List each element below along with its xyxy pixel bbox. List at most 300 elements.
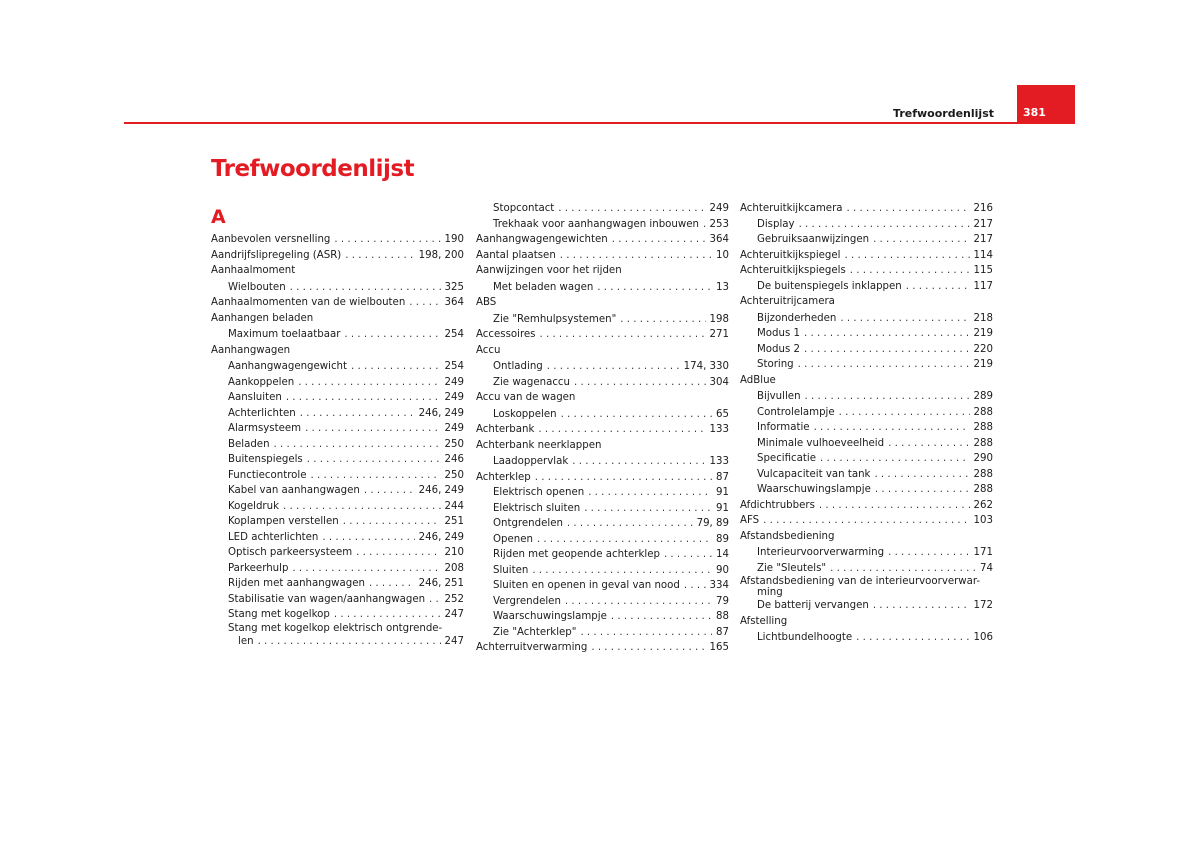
entry-term: Display [757, 218, 795, 230]
entry-term: Aanhaalmomenten van de wielbouten [211, 297, 406, 308]
entry-term: Aanhangwagengewicht [228, 361, 348, 372]
entry-page-ref[interactable]: 271 [709, 329, 729, 340]
entry-page-ref[interactable]: 244 [444, 500, 464, 512]
index-subentry[interactable] [211, 359, 464, 375]
dot-leader [547, 359, 680, 375]
entry-term: Zie wagenaccu [493, 376, 570, 388]
index-subentry[interactable] [476, 594, 729, 610]
index-subentry[interactable] [211, 280, 464, 296]
index-subentry[interactable] [740, 405, 993, 421]
entry-page-ref[interactable]: 246, 249 [418, 407, 464, 419]
entry-term: Controlelampje [757, 406, 835, 418]
entry-page-ref[interactable]: 90 [716, 564, 729, 576]
index-entry[interactable] [740, 201, 993, 217]
index-entry-line: Afstandsbediening van de interieurvoorverwar- [740, 576, 981, 587]
entry-term: Met beladen wagen [493, 281, 594, 293]
index-subentry[interactable] [211, 452, 464, 468]
index-letter: A [211, 206, 226, 228]
index-subentry[interactable] [476, 547, 729, 563]
dot-leader [856, 630, 969, 646]
entry-term: Modus 2 [757, 343, 800, 355]
entry-page-ref[interactable]: 289 [973, 391, 993, 402]
entry-term: Afdichtrubbers [740, 499, 815, 511]
entry-page-ref[interactable]: 288 [973, 468, 993, 480]
index-entry[interactable] [211, 634, 464, 650]
entry-term: Alarmsysteem [228, 423, 302, 434]
dot-leader [888, 436, 969, 452]
entry-term: Gebruiksaanwijzingen [757, 234, 870, 245]
dot-leader [684, 578, 706, 594]
entry-term: Maximum toelaatbaar [228, 329, 341, 340]
entry-page-ref[interactable]: 65 [716, 408, 729, 420]
index-subentry[interactable] [476, 578, 729, 594]
entry-term: Kogeldruk [228, 500, 279, 512]
dot-leader [830, 561, 976, 577]
index-subentry[interactable] [211, 327, 464, 343]
index-subentry[interactable] [740, 342, 993, 358]
index-column-1 [211, 204, 464, 649]
entry-term: Achteruitkijkcamera [740, 203, 843, 214]
entry-page-ref[interactable]: 89 [716, 533, 729, 545]
entry-page-ref[interactable]: 246 [444, 454, 464, 465]
dot-leader [560, 248, 712, 264]
entry-term: Lichtbundelhoogte [757, 632, 853, 643]
dot-leader [620, 312, 705, 328]
dot-leader [561, 407, 712, 423]
index-subentry[interactable] [211, 545, 464, 561]
entry-term: Elektrisch sluiten [493, 502, 581, 514]
index-subentry[interactable] [740, 279, 993, 295]
entry-page-ref[interactable]: 216 [973, 203, 993, 214]
entry-page-ref[interactable]: 171 [973, 547, 993, 558]
index-heading: Aanhangwagen [211, 344, 291, 356]
index-heading: Accu [476, 344, 501, 356]
index-subentry[interactable] [740, 451, 993, 467]
entry-page-ref[interactable]: 87 [716, 626, 729, 638]
page-number-box [1017, 85, 1075, 123]
entry-page-ref[interactable]: 290 [973, 453, 993, 464]
entry-term: Rijden met geopende achterklep [493, 549, 660, 560]
dot-leader [345, 248, 414, 264]
dot-leader [334, 607, 441, 623]
entry-page-ref[interactable]: 14 [716, 549, 729, 560]
dot-leader [305, 421, 440, 437]
index-subentry[interactable] [740, 482, 993, 498]
entry-term: Bijvullen [757, 391, 801, 402]
dot-leader [300, 406, 415, 422]
dot-leader [344, 327, 440, 343]
dot-leader [572, 454, 705, 470]
entry-term: Informatie [757, 422, 810, 433]
index-subentry[interactable] [211, 499, 464, 515]
index-subentry[interactable] [740, 217, 993, 233]
index-subentry[interactable] [740, 598, 993, 614]
index-subentry[interactable] [740, 389, 993, 405]
dot-leader [591, 640, 705, 656]
entry-page-ref[interactable]: 198, 200 [418, 249, 464, 261]
dot-leader [292, 561, 440, 577]
dot-leader [703, 217, 706, 233]
entry-term: Storing [757, 359, 794, 370]
dot-leader [588, 485, 712, 501]
index-subentry[interactable] [740, 561, 993, 577]
dot-leader [558, 201, 705, 217]
entry-page-ref[interactable]: 114 [973, 249, 993, 261]
entry-term: Achteruitkijkspiegel [740, 249, 841, 261]
index-subentry[interactable] [740, 436, 993, 452]
entry-page-ref[interactable]: 91 [716, 487, 729, 498]
entry-page-ref[interactable]: 190 [444, 234, 464, 245]
dot-leader [798, 357, 970, 373]
dot-leader [539, 327, 705, 343]
dot-leader [298, 375, 440, 391]
entry-term: Beladen [228, 438, 270, 450]
index-subentry[interactable] [476, 454, 729, 470]
dot-leader [351, 359, 441, 375]
dot-leader [584, 501, 712, 517]
index-subentry[interactable] [211, 375, 464, 391]
index-entry[interactable] [740, 498, 993, 514]
entry-page-ref[interactable]: 304 [709, 376, 729, 388]
index-subentry[interactable] [476, 609, 729, 625]
entry-term: Rijden met aanhangwagen [228, 578, 365, 589]
index-subentry[interactable] [740, 420, 993, 436]
dot-leader [356, 545, 440, 561]
dot-leader [847, 201, 970, 217]
entry-page-ref[interactable]: 198 [709, 313, 729, 325]
entry-page-ref[interactable]: 106 [973, 632, 993, 643]
header-rule [124, 122, 1075, 124]
dot-leader [873, 232, 969, 248]
entry-term: len [238, 635, 254, 647]
index-entry-line: Stang met kogelkop elektrisch ontgrende- [228, 622, 443, 634]
index-entry[interactable] [476, 248, 729, 264]
index-entry[interactable] [740, 248, 993, 264]
entry-term: Ontgrendelen [493, 518, 563, 529]
entry-term: Waarschuwingslampje [493, 611, 607, 622]
entry-term: Vulcapaciteit van tank [757, 468, 871, 480]
entry-term: Aandrijfslipregeling (ASR) [211, 249, 342, 261]
entry-term: Stabilisatie van wagen/aanhangwagen [228, 593, 426, 605]
page-title: Trefwoordenlijst [211, 156, 415, 182]
index-subentry[interactable] [476, 485, 729, 501]
entry-term: Stang met kogelkop [228, 609, 330, 620]
entry-term: Openen [493, 533, 533, 545]
index-subentry[interactable] [211, 592, 464, 608]
index-subentry[interactable] [476, 217, 729, 233]
index-subentry[interactable] [211, 530, 464, 546]
entry-page-ref[interactable]: 288 [973, 406, 993, 418]
index-entry[interactable] [740, 513, 993, 529]
index-heading: Afstelling [740, 615, 788, 627]
entry-term: Bijzonderheden [757, 312, 837, 324]
entry-term: Aanhangwagengewichten [476, 234, 608, 245]
dot-leader [258, 634, 441, 650]
entry-page-ref[interactable]: 117 [973, 280, 993, 292]
index-subentry[interactable] [211, 483, 464, 499]
index-column-2 [476, 201, 729, 656]
entry-page-ref[interactable]: 217 [973, 234, 993, 245]
index-heading: Achterbank neerklappen [476, 439, 602, 451]
dot-leader [429, 592, 441, 608]
entry-term: Aansluiten [228, 392, 282, 403]
dot-leader [611, 609, 712, 625]
entry-page-ref[interactable]: 172 [973, 600, 993, 611]
entry-term: Laadoppervlak [493, 456, 569, 467]
index-subentry[interactable] [211, 421, 464, 437]
dot-leader [311, 468, 441, 484]
entry-term: Vergrendelen [493, 595, 561, 607]
entry-term: Functiecontrole [228, 469, 307, 481]
entry-term: De buitenspiegels inklappen [757, 280, 902, 292]
entry-page-ref[interactable]: 74 [980, 562, 993, 574]
entry-page-ref[interactable]: 334 [709, 580, 729, 591]
entry-page-ref[interactable]: 252 [444, 593, 464, 605]
dot-leader [538, 422, 705, 438]
index-subentry[interactable] [211, 406, 464, 422]
entry-page-ref[interactable]: 288 [973, 422, 993, 433]
entry-page-ref[interactable]: 103 [973, 515, 993, 526]
dot-leader [906, 279, 970, 295]
dot-leader [844, 248, 969, 264]
entry-term: Optisch parkeersysteem [228, 547, 353, 558]
entry-page-ref[interactable]: 246, 251 [418, 578, 464, 589]
index-subentry[interactable] [740, 326, 993, 342]
dot-leader [567, 516, 693, 532]
entry-term: Modus 1 [757, 328, 800, 339]
entry-page-ref[interactable]: 218 [973, 312, 993, 324]
dot-leader [612, 232, 706, 248]
index-subentry[interactable] [740, 357, 993, 373]
entry-page-ref[interactable]: 217 [973, 218, 993, 230]
dot-leader [799, 217, 970, 233]
index-subentry[interactable] [211, 437, 464, 453]
index-subentry[interactable] [476, 201, 729, 217]
index-subentry[interactable] [211, 390, 464, 406]
dot-leader [537, 532, 712, 548]
index-entry[interactable] [211, 295, 464, 311]
dot-leader [804, 326, 970, 342]
index-column-3 [740, 201, 993, 646]
entry-term: AFS [740, 515, 760, 526]
page-number: 381 [1023, 106, 1046, 119]
dot-leader [574, 375, 706, 391]
dot-leader [873, 598, 970, 614]
index-subentry[interactable] [740, 630, 993, 646]
index-subentry[interactable] [476, 625, 729, 641]
index-entry[interactable] [476, 422, 729, 438]
index-subentry[interactable] [476, 516, 729, 532]
entry-page-ref[interactable]: 88 [716, 611, 729, 622]
entry-page-ref[interactable]: 91 [716, 502, 729, 514]
entry-term: Aankoppelen [228, 376, 295, 388]
entry-page-ref[interactable]: 219 [973, 328, 993, 339]
entry-page-ref[interactable]: 249 [444, 423, 464, 434]
entry-page-ref[interactable]: 246, 249 [418, 531, 464, 543]
dot-leader [290, 280, 441, 296]
index-subentry[interactable] [211, 561, 464, 577]
entry-page-ref[interactable]: 262 [973, 499, 993, 511]
entry-page-ref[interactable]: 249 [444, 392, 464, 403]
entry-term: Zie "Sleutels" [757, 562, 827, 574]
entry-term: Aanbevolen versnelling [211, 234, 331, 245]
dot-leader [888, 545, 969, 561]
entry-page-ref[interactable]: 219 [973, 359, 993, 370]
index-heading: Achteruitrijcamera [740, 296, 835, 307]
entry-term: LED achterlichten [228, 531, 319, 543]
index-entry-line: ming [757, 587, 783, 598]
dot-leader [850, 263, 970, 279]
entry-page-ref[interactable]: 288 [973, 437, 993, 449]
entry-term: Ontlading [493, 361, 543, 372]
index-entry[interactable] [211, 232, 464, 248]
index-heading: ABS [476, 297, 497, 308]
index-subentry[interactable] [211, 468, 464, 484]
entry-page-ref[interactable]: 10 [716, 249, 729, 261]
dot-leader [874, 467, 969, 483]
entry-page-ref[interactable]: 247 [444, 609, 464, 620]
index-heading: Afstandsbediening [740, 530, 835, 542]
index-heading: AdBlue [740, 374, 776, 386]
entry-page-ref[interactable]: 246, 249 [418, 485, 464, 496]
entry-page-ref[interactable]: 253 [709, 218, 729, 230]
index-subentry[interactable] [740, 545, 993, 561]
dot-leader [819, 498, 970, 514]
entry-page-ref[interactable]: 254 [444, 329, 464, 340]
index-subentry[interactable] [476, 501, 729, 517]
index-subentry[interactable] [476, 563, 729, 579]
entry-page-ref[interactable]: 115 [973, 265, 993, 276]
entry-page-ref[interactable]: 325 [444, 281, 464, 293]
dot-leader [307, 452, 441, 468]
entry-term: De batterij vervangen [757, 600, 869, 611]
dot-leader [597, 280, 712, 296]
entry-page-ref[interactable]: 249 [444, 376, 464, 388]
entry-page-ref[interactable]: 13 [716, 281, 729, 293]
entry-term: Sluiten en openen in geval van nood [493, 580, 680, 591]
dot-leader [820, 451, 970, 467]
index-heading: Aanhangen beladen [211, 312, 314, 324]
index-entry[interactable] [476, 470, 729, 486]
entry-page-ref[interactable]: 250 [444, 438, 464, 450]
dot-leader [274, 437, 441, 453]
index-entry[interactable] [476, 640, 729, 656]
dot-leader [322, 530, 414, 546]
entry-term: Koplampen verstellen [228, 516, 339, 527]
dot-leader [805, 389, 970, 405]
index-entry[interactable] [476, 232, 729, 248]
dot-leader [814, 420, 970, 436]
index-subentry[interactable] [740, 467, 993, 483]
entry-term: Sluiten [493, 564, 529, 576]
entry-term: Accessoires [476, 329, 536, 340]
index-entry[interactable] [476, 327, 729, 343]
dot-leader [364, 483, 415, 499]
entry-term: Minimale vulhoeveelheid [757, 437, 885, 449]
index-subentry[interactable] [740, 232, 993, 248]
running-header-title: Trefwoordenlijst [893, 107, 994, 120]
index-subentry[interactable] [476, 359, 729, 375]
index-subentry[interactable] [476, 407, 729, 423]
index-subentry[interactable] [476, 375, 729, 391]
dot-leader [343, 514, 441, 530]
dot-leader [369, 576, 415, 592]
entry-page-ref[interactable]: 133 [709, 456, 729, 467]
dot-leader [409, 295, 440, 311]
entry-term: Waarschuwingslampje [757, 484, 871, 495]
index-heading: Aanwijzingen voor het rijden [476, 265, 622, 276]
dot-leader [535, 470, 712, 486]
entry-page-ref[interactable]: 364 [709, 234, 729, 245]
entry-term: Buitenspiegels [228, 454, 303, 465]
index-entry[interactable] [740, 263, 993, 279]
dot-leader [839, 405, 970, 421]
dot-leader [664, 547, 712, 563]
index-subentry[interactable] [211, 607, 464, 623]
entry-term: Achterklep [476, 471, 531, 483]
dot-leader [580, 625, 712, 641]
entry-term: Achteruitkijkspiegels [740, 265, 846, 276]
entry-page-ref[interactable]: 251 [444, 516, 464, 527]
dot-leader [334, 232, 440, 248]
entry-term: Parkeerhulp [228, 562, 289, 574]
entry-term: Wielbouten [228, 281, 286, 293]
entry-term: Elektrisch openen [493, 487, 585, 498]
index-subentry[interactable] [211, 576, 464, 592]
entry-term: Zie "Remhulpsystemen" [493, 313, 617, 325]
entry-page-ref[interactable]: 79, 89 [696, 518, 729, 529]
dot-leader [840, 311, 969, 327]
dot-leader [804, 342, 970, 358]
index-subentry[interactable] [476, 532, 729, 548]
dot-leader [283, 499, 441, 515]
entry-term: Loskoppelen [493, 408, 557, 420]
index-entry[interactable] [211, 248, 464, 264]
index-subentry[interactable] [211, 514, 464, 530]
dot-leader [565, 594, 712, 610]
entry-page-ref[interactable]: 254 [444, 361, 464, 372]
dot-leader [286, 390, 441, 406]
dot-leader [532, 563, 712, 579]
entry-page-ref[interactable]: 133 [709, 424, 729, 435]
entry-page-ref[interactable]: 250 [444, 469, 464, 481]
entry-page-ref[interactable]: 220 [973, 343, 993, 355]
entry-page-ref[interactable]: 165 [709, 642, 729, 653]
entry-term: Achterbank [476, 424, 535, 435]
entry-page-ref[interactable]: 79 [716, 595, 729, 607]
entry-term: Specificatie [757, 453, 816, 464]
entry-page-ref[interactable]: 174, 330 [683, 361, 729, 372]
entry-term: Aantal plaatsen [476, 249, 556, 261]
entry-term: Trekhaak voor aanhangwagen inbouwen [493, 218, 699, 230]
entry-page-ref[interactable]: 87 [716, 471, 729, 483]
dot-leader [875, 482, 970, 498]
entry-page-ref[interactable]: 208 [444, 562, 464, 574]
entry-term: Achterlichten [228, 407, 296, 419]
entry-term: Stopcontact [493, 203, 555, 214]
entry-term: Interieurvoorverwarming [757, 547, 885, 558]
entry-page-ref[interactable]: 249 [709, 203, 729, 214]
entry-page-ref[interactable]: 210 [444, 547, 464, 558]
entry-page-ref[interactable]: 288 [973, 484, 993, 495]
index-subentry[interactable] [476, 280, 729, 296]
index-heading: Accu van de wagen [476, 392, 576, 403]
entry-page-ref[interactable]: 247 [444, 635, 464, 647]
entry-term: Achterruitverwarming [476, 642, 588, 653]
index-subentry[interactable] [740, 311, 993, 327]
entry-page-ref[interactable]: 364 [444, 297, 464, 308]
index-subentry[interactable] [476, 312, 729, 328]
